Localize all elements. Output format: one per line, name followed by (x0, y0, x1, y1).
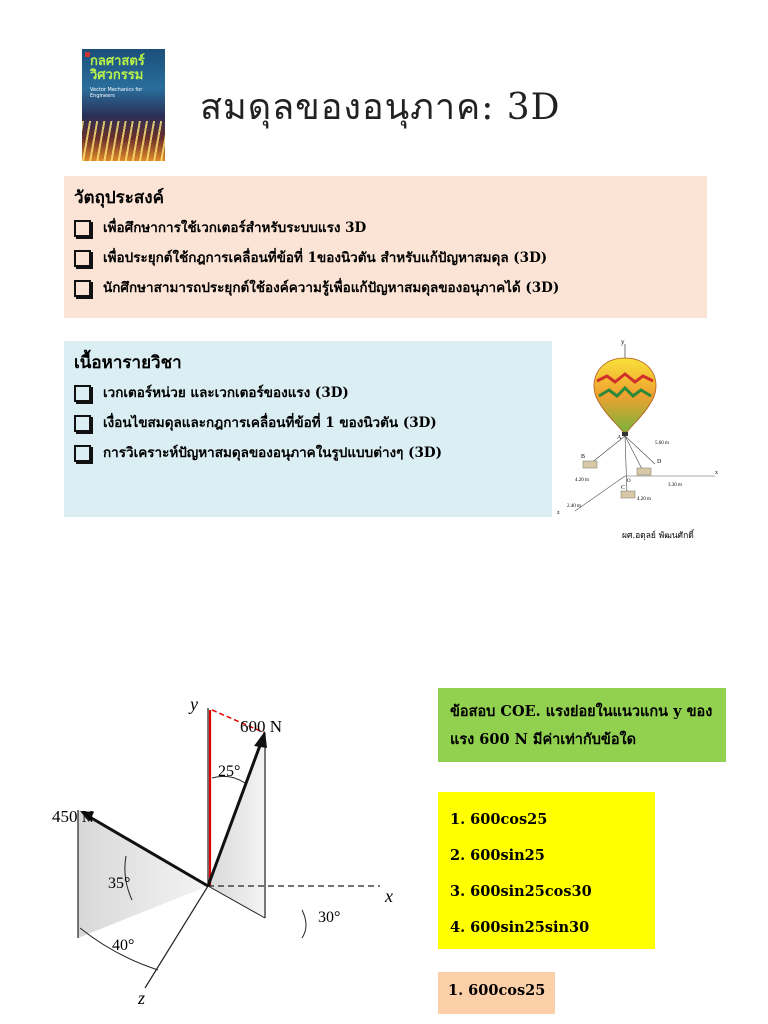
cable-ad (625, 436, 643, 471)
balloon-figure (555, 336, 720, 516)
author-credit: ผศ.อดุลย์ พัฒนศักดิ์ (622, 531, 694, 541)
cable-ac (625, 436, 627, 494)
x-axis-label: x (385, 886, 393, 906)
balloon-basket-icon (622, 432, 628, 436)
question-box (438, 688, 726, 762)
list-item (74, 277, 697, 299)
angle-30-arc (302, 910, 306, 938)
book-cover-subtitle: Vector Mechanics for Engineers (90, 87, 143, 99)
answer-box: 1. 600cos25 (438, 972, 555, 1014)
checkbox-bullet-icon (74, 220, 91, 237)
question-text: ข้อสอบ COE. แรงย่อยในแนวแกน y ของแรง 600 N มีค่าเท่ากับข้อใด (450, 703, 713, 748)
checkbox-bullet-icon (74, 445, 91, 462)
point-o-label: O (627, 479, 631, 484)
city-lights-graphic (82, 121, 165, 161)
angle-35-label: 35° (108, 875, 131, 892)
objective-text: เพื่อประยุกต์ใช้กฎการเคลื่อนที่ข้อที่ 1ของนิวตัน สำหรับแก้ปัญหาสมดุล (3D) (103, 250, 548, 266)
choice-4: 4. 600sin25sin30 (450, 919, 590, 936)
dimension-label: 4.20 m (575, 478, 589, 483)
objectives-box (64, 176, 707, 318)
cable-ae (625, 436, 655, 464)
book-cover-title: กลศาสตร์วิศวกรรม (90, 54, 145, 83)
cable-ab (590, 436, 625, 464)
contents-list (74, 382, 542, 464)
angle-40-label: 40° (112, 937, 135, 954)
contents-heading: เนื้อหารายวิชา (74, 353, 182, 373)
content-text: การวิเคราะห์ปัญหาสมดุลของอนุภาคในรูปแบบต่างๆ (3D) (103, 445, 442, 461)
point-c-label: C (621, 485, 626, 491)
point-a-label: A (617, 435, 622, 441)
checkbox-bullet-icon (74, 280, 91, 297)
dimension-label: 4.20 m (637, 497, 651, 502)
force-450n-label: 450 N (52, 807, 95, 826)
content-text: เงื่อนไขสมดุลและกฎการเคลื่อนที่ข้อที่ 1 ของนิวตัน (3D) (103, 415, 437, 431)
anchor-b-plate (583, 461, 597, 468)
checkbox-bullet-icon (74, 415, 91, 432)
choices-box (438, 792, 655, 949)
book-cover-image (82, 49, 165, 161)
anchor-d-plate (637, 468, 651, 475)
force-600n-label: 600 N (240, 717, 283, 736)
dimension-label: 3.30 m (668, 483, 682, 488)
list-item (74, 412, 542, 434)
choice-1: 1. 600cos25 (450, 811, 548, 828)
objective-text: นักศึกษาสามารถประยุกต์ใช้องค์ความรู้เพื่อแก้ปัญหาสมดุลของอนุภาคได้ (3D) (103, 280, 560, 296)
list-item (74, 442, 542, 464)
z-axis-label: z (138, 988, 146, 1008)
objectives-heading: วัตถุประสงค์ (74, 188, 164, 208)
point-d-label: D (657, 459, 662, 465)
angle-30-label: 30° (318, 909, 341, 926)
list-item (74, 247, 697, 269)
balloon-y-label: y (621, 338, 625, 346)
content-text: เวกเตอร์หน่วย และเวกเตอร์ของแรง (3D) (103, 385, 349, 401)
list-item (74, 217, 697, 239)
list-item (74, 382, 542, 404)
contents-box (64, 341, 552, 517)
choice-2: 2. 600sin25 (450, 847, 545, 864)
choice-3: 3. 600sin25cos30 (450, 883, 592, 900)
anchor-c-plate (621, 491, 635, 498)
balloon-x-label: x (715, 470, 718, 476)
point-b-label: B (581, 454, 586, 460)
force-diagram (40, 688, 420, 1018)
balloon-z-label: z (557, 510, 560, 516)
angle-25-label: 25° (218, 763, 241, 780)
checkbox-bullet-icon (74, 385, 91, 402)
checkbox-bullet-icon (74, 250, 91, 267)
y-axis-label: y (190, 694, 198, 714)
dimension-label: 2.40 m (567, 504, 581, 509)
slide-title: สมดุลของอนุภาค: 3D (200, 87, 561, 128)
dimension-height: 5.60 m (655, 441, 669, 446)
objective-text: เพื่อศึกษาการใช้เวกเตอร์สำหรับระบบแรง 3D (103, 220, 367, 236)
objectives-list (74, 217, 697, 299)
